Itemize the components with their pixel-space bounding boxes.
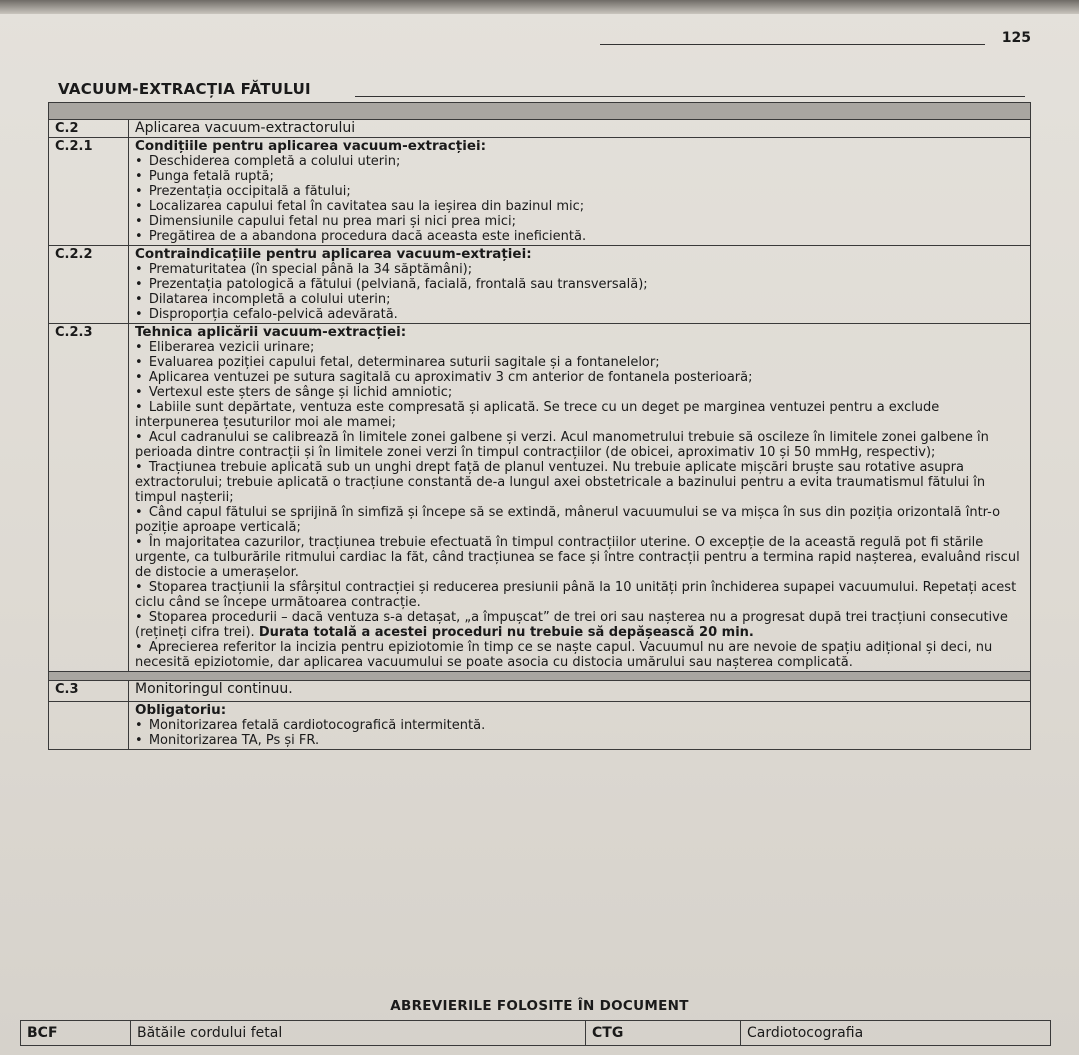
row-title: Monitoringul continuu. xyxy=(129,681,1031,702)
bullet-icon: • xyxy=(135,460,143,475)
bullet-icon: • xyxy=(135,355,143,370)
block-title: Tehnica aplicării vacuum-extracției: xyxy=(135,324,407,340)
bullet-icon: • xyxy=(135,292,143,307)
row-c3 xyxy=(49,681,1031,702)
bullet-icon: • xyxy=(135,199,143,214)
bullet-icon: • xyxy=(135,505,143,520)
row-content xyxy=(129,324,1031,672)
abbreviation-value: Cardiotocografia xyxy=(741,1021,1051,1046)
page-top-edge xyxy=(0,0,1079,14)
bullet-icon: • xyxy=(135,277,143,292)
bullet-icon: • xyxy=(135,370,143,385)
list-item: • Pregătirea de a abandona procedura dacă aceasta este ineficientă. xyxy=(135,229,587,244)
bullet-icon: • xyxy=(135,640,143,655)
row-c2-2 xyxy=(49,246,1031,324)
duration-limit-text: Durata totală a acestei proceduri nu trebuie să depășească 20 min. xyxy=(258,625,754,640)
row-code: C.2 xyxy=(49,120,129,138)
bullet-icon: • xyxy=(135,610,143,625)
bullet-icon: • xyxy=(135,733,143,748)
protocol-table xyxy=(48,102,1031,750)
section-title: VACUUM-EXTRACȚIA FĂTULUI xyxy=(58,80,311,98)
list-item: • Acul cadranului se calibrează în limitele zonei galbene și verzi. Acul manometrului trebuie să oscileze în limitele zonei galbene în perioada dintre contracții și în limitele zonei verzi în timpul contracțiilor (de obicei, aproximativ 10 și 50 mmHg, respectiv); xyxy=(135,430,989,460)
bullet-icon: • xyxy=(135,169,143,184)
row-code: C.2.2 xyxy=(49,246,129,324)
list-item: • Monitorizarea TA, Ps și FR. xyxy=(135,733,320,748)
bullet-icon: • xyxy=(135,154,143,169)
list-item: • Prematuritatea (în special până la 34 săptămâni); xyxy=(135,262,473,277)
section-title-rule xyxy=(355,96,1025,97)
list-item: • Prezentația patologică a fătului (pelviană, facială, frontală sau transversală); xyxy=(135,277,648,292)
bullet-icon: • xyxy=(135,385,143,400)
bullet-icon: • xyxy=(135,430,143,445)
bullet-icon: • xyxy=(135,307,143,322)
list-item: • În majoritatea cazurilor, tracțiunea trebuie efectuată în timpul contracțiilor uterine. O excepție de la această regulă pot fi stările urgente, ca tulburările ritmului cardiac la făt, când tracțiunea se face și între contracții pentru a termina rapid nașterea, evaluând riscul de distocie a umerașelor. xyxy=(135,535,1020,580)
grey-header-strip xyxy=(49,103,1031,120)
list-item: • Dimensiunile capului fetal nu prea mari și nici prea mici; xyxy=(135,214,516,229)
list-item: • Aplicarea ventuzei pe sutura sagitală cu aproximativ 3 cm anterior de fontanela posterioară; xyxy=(135,370,753,385)
bullet-icon: • xyxy=(135,214,143,229)
row-content xyxy=(129,702,1031,750)
row-content xyxy=(129,246,1031,324)
row-code: C.2.1 xyxy=(49,138,129,246)
page-number-rule xyxy=(600,44,985,45)
list-item: • Deschiderea completă a colului uterin; xyxy=(135,154,401,169)
row-c3-content xyxy=(49,702,1031,750)
bullet-icon: • xyxy=(135,535,143,550)
list-item: • Labiile sunt depărtate, ventuza este compresată și aplicată. Se trece cu un deget pe marginea ventuzei pentru a exclude interpunerea țesuturilor moi ale mamei; xyxy=(135,400,940,430)
block-title: Obligatoriu: xyxy=(135,702,227,718)
block-title: Condițiile pentru aplicarea vacuum-extracției: xyxy=(135,138,487,154)
list-item: • Localizarea capului fetal în cavitatea sau la ieșirea din bazinul mic; xyxy=(135,199,585,214)
row-title: Aplicarea vacuum-extractorului xyxy=(129,120,1031,138)
row-c2-3 xyxy=(49,324,1031,672)
list-item: • Tracțiunea trebuie aplicată sub un unghi drept față de planul ventuzei. Nu trebuie aplicate mișcări bruște sau rotative asupra extractorului; trebuie aplicată o tracțiune constantă de-a lungul axei obstetricale a bazinului pentru a evita traumatismul fătului în timpul nașterii; xyxy=(135,460,986,505)
list-item: • Prezentația occipitală a fătului; xyxy=(135,184,351,199)
abbreviation-key: CTG xyxy=(586,1021,741,1046)
abbreviation-value: Bătăile cordului fetal xyxy=(131,1021,586,1046)
bullet-icon: • xyxy=(135,580,143,595)
list-item: • Vertexul este șters de sânge și lichid amniotic; xyxy=(135,385,453,400)
list-item: • Evaluarea poziției capului fetal, determinarea suturii sagitale și a fontanelelor; xyxy=(135,355,660,370)
list-item: • Eliberarea vezicii urinare; xyxy=(135,340,315,355)
bullet-icon: • xyxy=(135,340,143,355)
list-item: • Când capul fătului se sprijină în simfiză și începe să se extindă, mânerul vacuumului se va mișca în sus din poziția orizontală într-o poziție aproape verticală; xyxy=(135,505,1001,535)
bullet-icon: • xyxy=(135,262,143,277)
row-content xyxy=(129,138,1031,246)
abbreviation-key: BCF xyxy=(21,1021,131,1046)
block-title: Contraindicațiile pentru aplicarea vacuum-extrației: xyxy=(135,246,532,262)
list-item: • Monitorizarea fetală cardiotocografică intermitentă. xyxy=(135,718,486,733)
bullet-icon: • xyxy=(135,400,143,415)
row-c2 xyxy=(49,120,1031,138)
row-code: C.2.3 xyxy=(49,324,129,672)
page-number: 125 xyxy=(1001,30,1031,46)
list-item: • Aprecierea referitor la incizia pentru epiziotomie în timp ce se naște capul. Vacuumul nu are nevoie de spațiu adițional și deci, nu necesită epiziotomie, dar aplicarea vacuumului se poate asocia cu distocia umărului sau nașterea complicată. xyxy=(135,640,993,670)
bullet-icon: • xyxy=(135,229,143,244)
list-item: • Stoparea tracțiunii la sfârșitul contracției și reducerea presiunii până la 10 unități prin închiderea supapei vacuumului. Repetați acest ciclu când se începe următoarea contracție. xyxy=(135,580,1017,610)
grey-separator-strip xyxy=(49,672,1031,681)
list-item: • Disproporția cefalo-pelvică adevărată. xyxy=(135,307,398,322)
row-c2-1 xyxy=(49,138,1031,246)
abbreviations-title: ABREVIERILE FOLOSITE ÎN DOCUMENT xyxy=(390,998,689,1014)
row-code: C.3 xyxy=(49,681,129,702)
bullet-icon: • xyxy=(135,718,143,733)
list-item-stop-procedure: • Stoparea procedurii – dacă ventuza s-a detașat, „a împușcat” de trei ori sau nașterea nu a progresat după trei tracțiuni consecutive (rețineți cifra trei). Durata totală a acestei proceduri nu trebuie să depășească 20 min. xyxy=(135,610,1008,640)
bullet-icon: • xyxy=(135,184,143,199)
list-item: • Dilatarea incompletă a colului uterin; xyxy=(135,292,391,307)
table-row xyxy=(21,1021,1051,1046)
abbreviations-table xyxy=(20,1020,1051,1046)
list-item: • Punga fetală ruptă; xyxy=(135,169,274,184)
